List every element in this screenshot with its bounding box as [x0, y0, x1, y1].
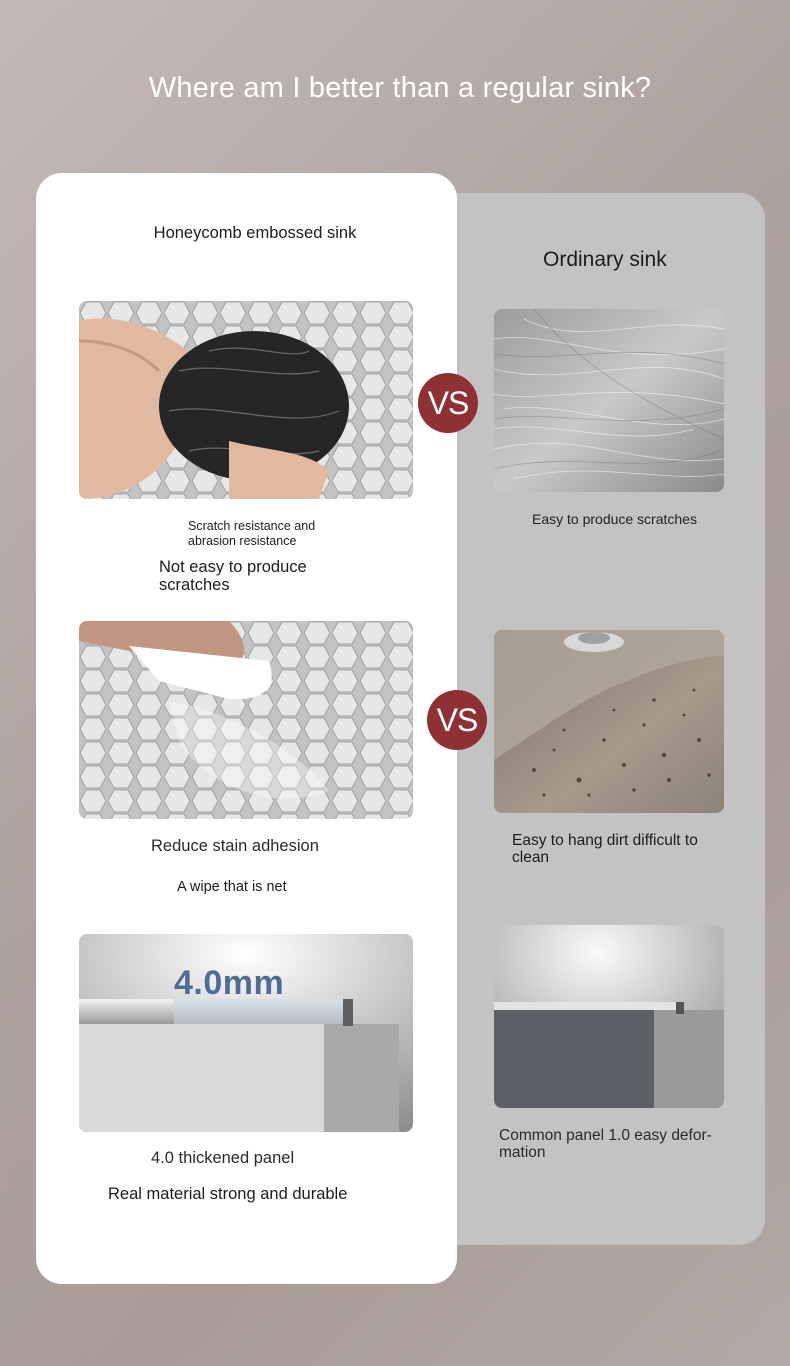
honeycomb-caption-large-1: Not easy to produce scratches: [159, 558, 307, 594]
honeycomb-caption-large-3: Real material strong and durable: [108, 1185, 348, 1203]
page-headline: Where am I better than a regular sink?: [148, 72, 652, 104]
ordinary-caption-1: Easy to produce scratches: [532, 511, 697, 527]
scrubber-honeycomb-photo: [79, 301, 413, 499]
ordinary-sink-title: Ordinary sink: [543, 248, 667, 271]
wipe-honeycomb-photo: [79, 621, 413, 819]
vs-badge-1: VS: [418, 373, 478, 433]
thick-panel-photo: [79, 934, 413, 1132]
honeycomb-caption-small-1: Scratch resistance and abrasion resistance: [188, 519, 316, 548]
vs-badge-2: VS: [427, 690, 487, 750]
dirty-sink-photo: [494, 630, 724, 813]
ordinary-caption-3: Common panel 1.0 easy defor-mation: [499, 1127, 712, 1161]
thickness-label: 4.0mm: [174, 964, 285, 1002]
ordinary-caption-2: Easy to hang dirt difficult to clean: [512, 832, 698, 866]
honeycomb-caption-small-2: Reduce stain adhesion: [151, 837, 319, 855]
scratched-steel-photo: [494, 309, 724, 492]
honeycomb-caption-small-3: 4.0 thickened panel: [151, 1149, 295, 1167]
thin-panel-photo: [494, 925, 724, 1108]
honeycomb-caption-large-2: A wipe that is net: [177, 879, 287, 895]
honeycomb-sink-card: [36, 173, 457, 1284]
honeycomb-sink-title: Honeycomb embossed sink: [153, 224, 357, 242]
